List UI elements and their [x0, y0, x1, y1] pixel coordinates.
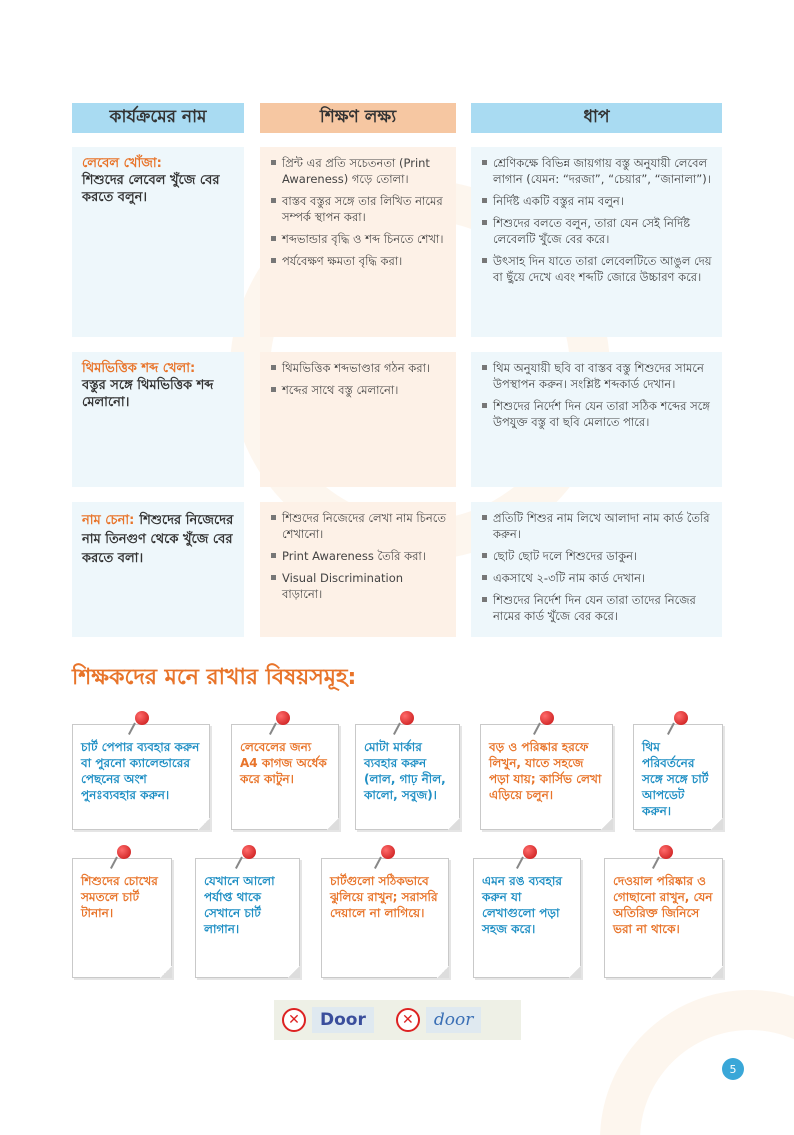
- tip-note: [231, 724, 339, 830]
- pushpin-icon: [655, 845, 673, 871]
- row1-goals: [260, 147, 456, 337]
- tip-text: মোটা মার্কার ব্যবহার করুন (লাল, গাঢ় নীল, কালো, সবুজ)।: [364, 740, 446, 802]
- pushpin-icon: [131, 711, 149, 737]
- pushpin-icon: [113, 845, 131, 871]
- row3-step-4: শিশুদের নির্দেশ দিন যেন তারা তাদের নিজের নামের কার্ড খুঁজে বের করে।: [481, 592, 712, 624]
- word-door-cursive: door: [426, 1007, 481, 1033]
- row3-goal-2: Print Awareness তৈরি করা।: [270, 548, 446, 564]
- row3-goals: [260, 502, 456, 637]
- tip-text: চার্টগুলো সঠিকভাবে ঝুলিয়ে রাখুন; সরাসরি দেয়ালে না লাগিয়ে।: [330, 874, 438, 920]
- row2-goals: [260, 352, 456, 487]
- row1-activity: [72, 147, 244, 337]
- row1-goal-1: প্রিন্ট এর প্রতি সচেতনতা (Print Awareness) গড়ে তোলা।: [270, 155, 446, 187]
- tip-text: লেবেলের জন্য A4 কাগজ অর্ধেক করে কাটুন।: [240, 740, 327, 786]
- pushpin-icon: [238, 845, 256, 871]
- tip-note: [604, 858, 723, 978]
- row3-desc: শিশুদের নিজেদের নাম তিনগুণ থেকে খুঁজে বের করতে বলা।: [82, 513, 234, 566]
- pushpin-icon: [519, 845, 537, 871]
- row1-step-4: উৎসাহ দিন যাতে তারা লেবেলটিতে আঙুল দেয় বা ছুঁয়ে দেখে এবং শব্দটি জোরে উচ্চারণ করে।: [481, 253, 712, 285]
- tip-note: [72, 858, 172, 978]
- row2-goal-2: শব্দের সাথে বস্তু মেলানো।: [270, 382, 446, 398]
- row2-goal-1: থিমভিত্তিক শব্দভাণ্ডার গঠন করা।: [270, 360, 446, 376]
- row3-title: নাম চেনা:: [82, 513, 135, 528]
- tip-note: [72, 724, 210, 830]
- row1-steps: [471, 147, 722, 337]
- row1-goal-4: পর্যবেক্ষণ ক্ষমতা বৃদ্ধি করা।: [270, 253, 446, 269]
- tip-note: [633, 724, 723, 830]
- tip-text: চার্ট পেপার ব্যবহার করুন বা পুরনো ক্যালেন্ডারের পেছনের অংশ পুনঃব্যবহার করুন।: [81, 740, 200, 802]
- tip-note: [473, 858, 581, 978]
- header-learning-goal: শিক্ষণ লক্ষ্য: [260, 103, 456, 133]
- page-number: 5: [722, 1058, 744, 1080]
- tip-text: দেওয়াল পরিষ্কার ও গোছানো রাখুন, যেন অতিরিক্ত জিনিসে ভরা না থাকে।: [613, 874, 713, 936]
- pushpin-icon: [396, 711, 414, 737]
- row3-goal-1: শিশুদের নিজেদের লেখা নাম চিনতে শেখানো।: [270, 510, 446, 542]
- pushpin-icon: [272, 711, 290, 737]
- header-activity-name: কার্যক্রমের নাম: [72, 103, 244, 133]
- tip-note: [321, 858, 449, 978]
- tip-note: [355, 724, 460, 830]
- pushpin-icon: [536, 711, 554, 737]
- pushpin-icon: [377, 845, 395, 871]
- row3-activity: [72, 502, 244, 637]
- tips-section-title: শিক্ষকদের মনে রাখার বিষয়সমূহ:: [72, 665, 357, 690]
- row1-title: লেবেল খোঁজা:: [82, 156, 162, 171]
- tip-note: [480, 724, 613, 830]
- row1-step-3: শিশুদের বলতে বলুন, তারা যেন সেই নির্দিষ্ট লেবেলটি খুঁজে বের করে।: [481, 215, 712, 247]
- row2-title: থিমভিত্তিক শব্দ খেলা:: [82, 361, 196, 376]
- word-door-capital: Door: [312, 1007, 374, 1033]
- row1-step-2: নির্দিষ্ট একটি বস্তুর নাম বলুন।: [481, 193, 712, 209]
- cross-icon: ✕: [396, 1008, 420, 1032]
- tip-text: বড় ও পরিষ্কার হরফে লিখুন, যাতে সহজে পড়া যায়; কার্সিভ লেখা এড়িয়ে চলুন।: [489, 740, 602, 802]
- header-steps: ধাপ: [471, 103, 722, 133]
- row3-step-2: ছোট ছোট দলে শিশুদের ডাকুন।: [481, 548, 712, 564]
- row1-goal-2: বাস্তব বস্তুর সঙ্গে তার লিখিত নামের সম্পর্ক স্থাপন করা।: [270, 193, 446, 225]
- tip-text: যেখানে আলো পর্যাপ্ত থাকে সেখানে চার্ট লাগান।: [204, 874, 275, 936]
- label-style-comparison: [274, 1000, 521, 1040]
- tip-text: থিম পরিবর্তনের সঙ্গে সঙ্গে চার্ট আপডেট করুন।: [642, 740, 709, 818]
- row2-steps: [471, 352, 722, 487]
- row3-step-3: একসাথে ২-৩টি নাম কার্ড দেখান।: [481, 570, 712, 586]
- corner-decoration-ring: [600, 990, 794, 1135]
- row3-step-1: প্রতিটি শিশুর নাম লিখে আলাদা নাম কার্ড তৈরি করুন।: [481, 510, 712, 542]
- row1-goal-3: শব্দভান্ডার বৃদ্ধি ও শব্দ চিনতে শেখা।: [270, 231, 446, 247]
- row3-goal-3: Visual Discrimination বাড়ানো।: [270, 570, 446, 602]
- row2-desc: বস্তুর সঙ্গে থিমভিত্তিক শব্দ মেলানো।: [82, 378, 214, 410]
- row3-steps: [471, 502, 722, 637]
- row1-step-1: শ্রেণিকক্ষে বিভিন্ন জায়গায় বস্তু অনুযায়ী লেবেল লাগান (যেমন: “দরজা”, “চেয়ার”, “জানালা”)।: [481, 155, 712, 187]
- row2-step-1: থিম অনুযায়ী ছবি বা বাস্তব বস্তু শিশুদের সামনে উপস্থাপন করুন। সংশ্লিষ্ট শব্দকার্ড দেখান।: [481, 360, 712, 392]
- row1-desc: শিশুদের লেবেল খুঁজে বের করতে বলুন।: [82, 173, 220, 205]
- tip-text: এমন রঙ ব্যবহার করুন যা লেখাগুলো পড়া সহজ করে।: [482, 874, 562, 936]
- row2-activity: [72, 352, 244, 487]
- row2-step-2: শিশুদের নির্দেশ দিন যেন তারা সঠিক শব্দের সঙ্গে উপযুক্ত বস্তু বা ছবি মেলাতে পারে।: [481, 398, 712, 430]
- pushpin-icon: [670, 711, 688, 737]
- cross-icon: ✕: [282, 1008, 306, 1032]
- tip-text: শিশুদের চোখের সমতলে চার্ট টানান।: [81, 874, 158, 920]
- tip-note: [195, 858, 300, 978]
